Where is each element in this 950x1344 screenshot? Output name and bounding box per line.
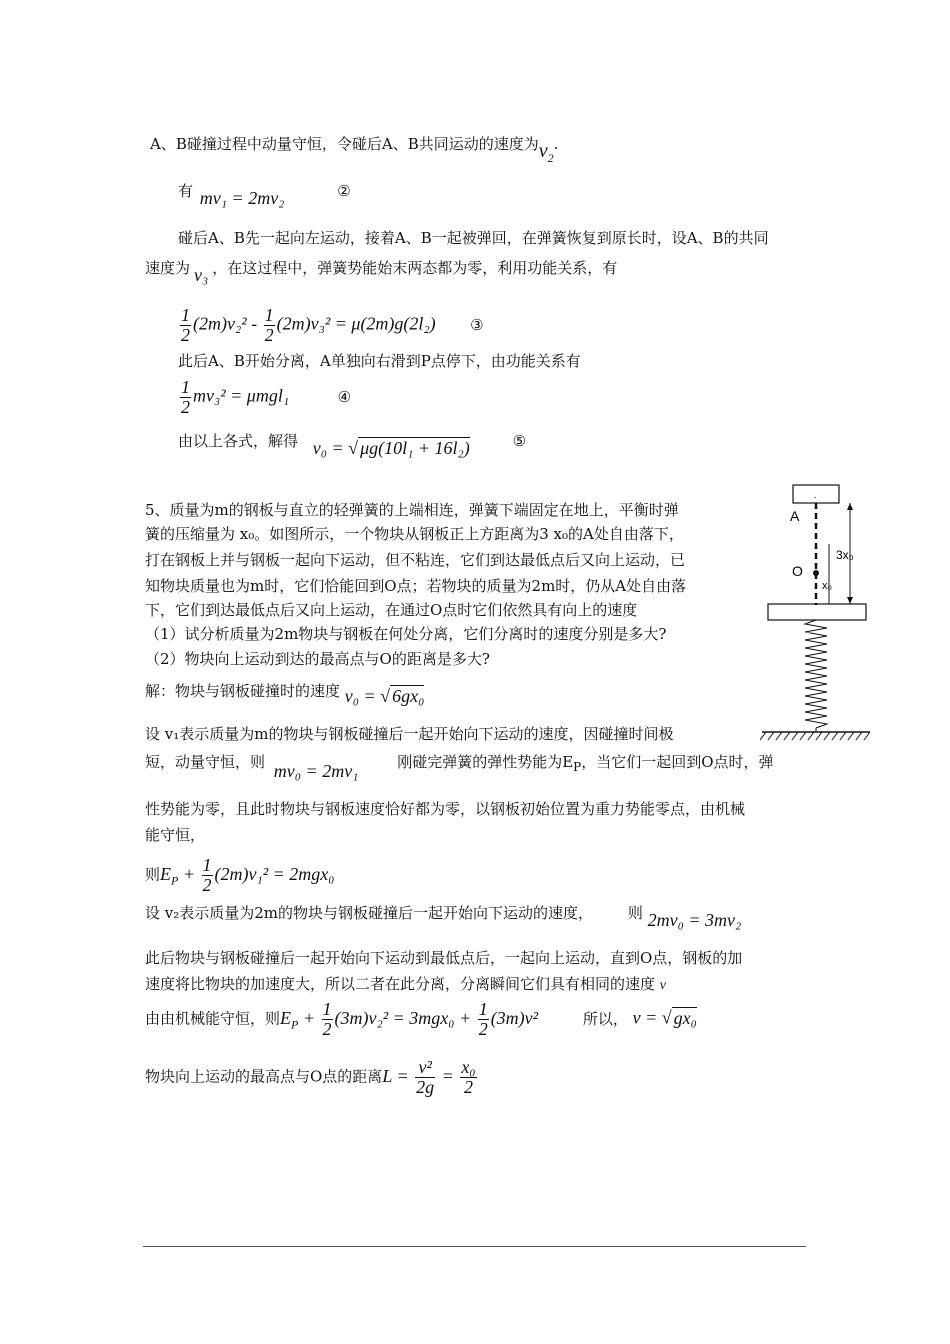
label-3x0: 3x₀ — [836, 548, 854, 562]
question-1: （1）试分析质量为2m物块与钢板在何处分离，它们分离时的速度分别是多大? — [145, 625, 667, 643]
p1-line5: 此后A、B开始分离，A单独向右滑到P点停下，由功能关系有 — [178, 352, 581, 370]
p1-line1 — [150, 131, 559, 165]
problem-line1: 5、质量为m的钢板与直立的轻弹簧的上端相连，弹簧下端固定在地上，平衡时弹 — [145, 501, 679, 519]
period: . — [553, 135, 559, 153]
momentum-equation-2: 2mv₀ = 3mv₂ — [647, 910, 742, 930]
solution-line4: 性势能为零，且此时物块与钢板速度恰好都为零，以钢板初始位置为重力势能零点，由机械 — [145, 800, 746, 818]
energy-equation-1 — [145, 856, 335, 895]
solution-line2: 设 v₁表示质量为m的物块与钢板碰撞后一起开始向下运动的速度，因碰撞时间极 — [145, 725, 674, 743]
equation: $E_P$ + $\frac{1}{2}$ (3m)v₂² = 3mgx₀ + $\frac{1}{2}$ (3m)v² — [280, 999, 539, 1039]
steel-plate — [768, 604, 866, 620]
v3-symbol: v₃ — [194, 265, 209, 285]
label-x0: x₀ — [822, 580, 833, 592]
point-o — [813, 570, 819, 576]
footer-rule — [143, 1246, 806, 1247]
label-a: A — [790, 508, 800, 524]
solution-line3 — [145, 751, 774, 781]
energy-equation-2 — [145, 1000, 697, 1039]
text: 有 — [178, 182, 194, 200]
text: 由由机械能守恒，则 — [145, 1009, 281, 1028]
eq2-line — [178, 180, 351, 208]
equation-4: $\frac{1}{2}$ mv₃² = μmgl₁ ④ — [181, 377, 352, 417]
text: 设 v₂表示质量为2m的物块与钢板碰撞后一起开始向下运动的速度， — [145, 904, 594, 922]
equation-2: mv₁ = 2mv₂ — [199, 188, 285, 208]
equation-3: $\frac{1}{2}$ (2m)v₂² - $\frac{1}{2}$ (2m)v₃² = μ(2m)g(2l₂) ③ — [181, 305, 484, 345]
text: 由以上各式，解得 — [178, 432, 299, 450]
text: A、B碰撞过程中动量守恒，令碰后A、B共同运动的速度为 — [150, 135, 539, 153]
problem-line2: 簧的压缩量为 x₀。如图所示，一个物块从钢板正上方距离为3 x₀的A处自由落下， — [145, 525, 684, 543]
circle-4: ④ — [337, 389, 352, 406]
momentum-equation: mv₀ = 2mv₁ — [273, 761, 359, 781]
block-dot: . — [813, 490, 817, 501]
solution-line11 — [145, 1058, 479, 1097]
problem-line4: 知物块质量也为m时，它们恰能回到O点；若物块的质量为2m时，仍从A处自由落 — [145, 577, 687, 595]
fraction: $\frac{1}{2}$ — [181, 377, 190, 417]
p1-line4 — [145, 257, 618, 285]
ground-hatch — [760, 732, 870, 740]
solution-line1 — [145, 680, 425, 706]
arrow-down — [847, 597, 853, 604]
text: 所以， — [582, 1009, 628, 1028]
equation-5: v₀ = √ μg(10l₁ + 16l₂) — [312, 438, 470, 458]
subscript: P — [573, 760, 582, 774]
text: 短，动量守恒，则 — [145, 753, 266, 771]
equation-v0: v₀ = √ 6gx₀ — [344, 686, 425, 706]
v2-symbol: $v_2$ — [538, 140, 554, 165]
fraction: $\frac{1}{2}$ — [181, 305, 190, 345]
text: ，在这过程中，弹簧势能始末两态都为零，利用功能关系，有 — [212, 259, 618, 277]
text: 速度将比物块的加速度大，所以二者在此分离，分离瞬间它们具有相同的速度 — [145, 975, 660, 993]
solution-line7 — [145, 902, 742, 930]
text: 速度为 — [145, 259, 191, 277]
equation: $E_P$ + $\frac{1}{2}$ (2m)v₁² = 2mgx₀ — [160, 855, 335, 895]
text: ，当它们一起回到O点时，弹 — [581, 753, 774, 771]
arrow-up — [847, 503, 853, 510]
label-o: O — [792, 563, 803, 579]
text: 则 — [145, 865, 161, 884]
p1-line3: 碰后A、B先一起向左运动，接着A、B一起被弹回，在弹簧恢复到原长时，设A、B的共同 — [178, 229, 769, 247]
circle-5: ⑤ — [512, 432, 527, 450]
circle-2: ② — [337, 182, 351, 200]
circle-3: ③ — [470, 317, 484, 334]
problem-line5: 下，它们到达最低点后又向上运动，在通过O点时它们依然具有向上的速度 — [145, 601, 638, 619]
v-symbol: v — [659, 978, 666, 993]
solution-line8: 此后物块与钢板碰撞后一起开始向下运动到最低点后，一起向上运动，直到O点，钢板的加 — [145, 949, 743, 967]
solution-line9 — [145, 975, 666, 995]
spring-diagram — [760, 480, 875, 745]
text: 物块向上运动的最高点与O点的距离 — [145, 1067, 383, 1086]
spring — [805, 620, 827, 728]
result-line — [178, 430, 527, 458]
text: 刚碰完弹簧的弹性势能为E — [397, 753, 574, 771]
solution-line5: 能守恒， — [145, 826, 206, 844]
problem-line3: 打在钢板上并与钢板一起向下运动，但不粘连，它们到达最低点后又向上运动，已 — [145, 551, 686, 569]
text: 则 — [627, 904, 643, 922]
question-2: （2）物块向上运动到达的最高点与O的距离是多大? — [145, 650, 490, 668]
equation-L: L = $\frac{\text{v²}}{2g}$ = $\frac{\text{x₀}}{2}$ — [382, 1057, 476, 1097]
fraction: $\frac{1}{2}$ — [264, 305, 274, 345]
equation-v: v = √ gx₀ — [632, 1007, 697, 1028]
text: 解：物块与钢板碰撞时的速度 — [145, 682, 341, 700]
